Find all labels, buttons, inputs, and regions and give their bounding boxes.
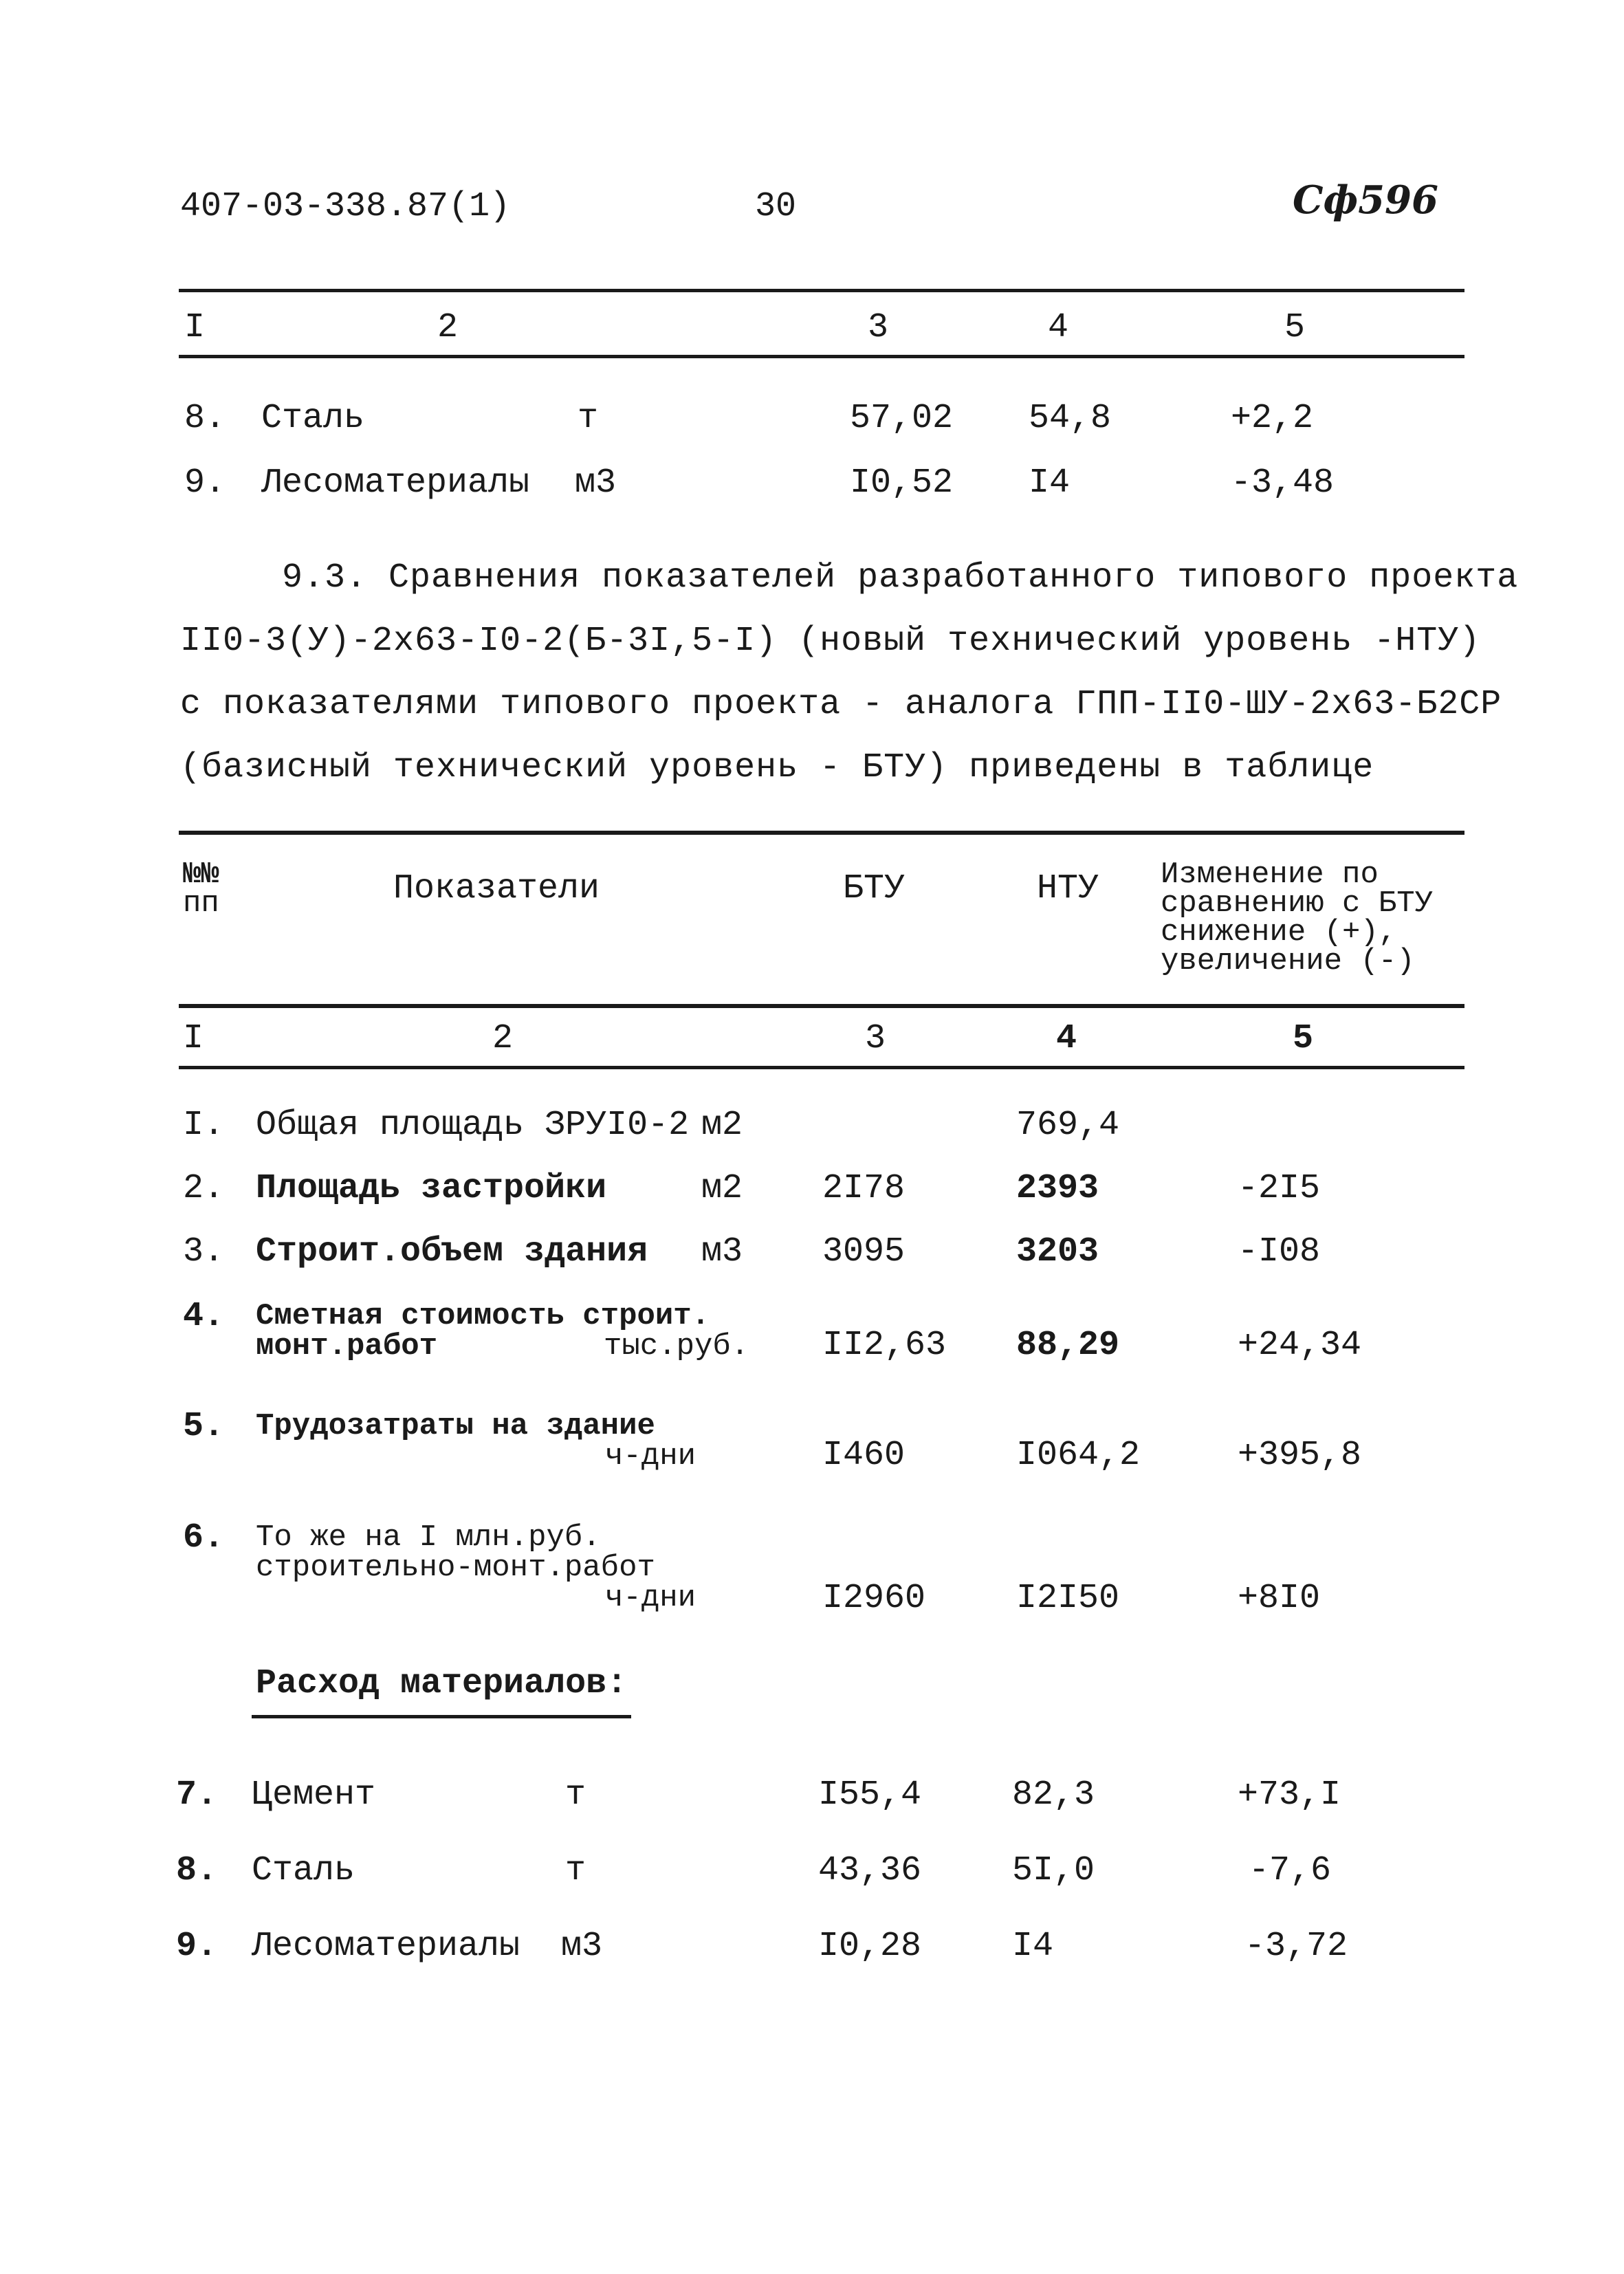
table1-col-3-header: 3 — [868, 308, 889, 347]
row-value-col5: -2I5 — [1238, 1169, 1321, 1208]
row-name-line-2: строительно-монт.работ — [256, 1551, 655, 1585]
table2-head-indicators: Показатели — [393, 869, 600, 908]
row-value-col3: I0,28 — [818, 1927, 922, 1966]
row-name-line-1: Трудозатраты на здание — [256, 1409, 655, 1443]
row-unit: м3 — [561, 1927, 603, 1966]
row-value-col4: 3203 — [1016, 1232, 1099, 1271]
row-name-line-1: То же на I млн.руб. — [256, 1520, 601, 1555]
row-number: 9. — [176, 1927, 218, 1966]
table2-col-3-header: 3 — [865, 1019, 886, 1058]
row-value-col4: 82,3 — [1012, 1775, 1095, 1815]
row-unit: т — [565, 1775, 586, 1815]
row-unit: т — [565, 1851, 586, 1890]
row-unit: м2 — [701, 1106, 743, 1145]
table1-header-rule — [179, 355, 1464, 358]
row-value-col4: 88,29 — [1016, 1326, 1120, 1365]
row-value-col5: +2,2 — [1231, 399, 1314, 438]
row-name-line-1: Сметная стоимость строит. — [256, 1299, 710, 1333]
row-name: Цемент — [252, 1775, 376, 1815]
table2-col-2-header: 2 — [492, 1019, 514, 1058]
row-name: Сталь — [261, 399, 365, 438]
row-value-col3: I460 — [822, 1436, 906, 1475]
row-name: Площадь застройки — [256, 1169, 607, 1208]
row-number: 6. — [183, 1518, 225, 1557]
row-number: 3. — [183, 1232, 225, 1271]
row-value-col4: 5I,0 — [1012, 1851, 1095, 1890]
row-name: Лесоматериалы — [261, 463, 530, 503]
paragraph-line-1: 9.3. Сравнения показателей разработанного типового проекта — [282, 558, 1519, 598]
row-value-col4: 769,4 — [1016, 1106, 1120, 1145]
row-value-col5: -3,48 — [1231, 463, 1335, 503]
row-value-col5: -3,72 — [1244, 1927, 1348, 1966]
row-unit: ч-дни — [605, 1439, 696, 1474]
table2-head-change-3: снижение (+), — [1161, 915, 1397, 950]
row-value-col5: +24,34 — [1238, 1326, 1362, 1365]
row-number: 8. — [176, 1851, 218, 1890]
row-unit: ч-дни — [605, 1581, 696, 1615]
row-value-col3: 57,02 — [850, 399, 954, 438]
row-name: Лесоматериалы — [252, 1927, 520, 1966]
table2-head-btu: БТУ — [843, 869, 906, 908]
row-number: I. — [183, 1106, 225, 1145]
row-unit: тыс.руб. — [604, 1329, 749, 1364]
table1-col-2-header: 2 — [437, 308, 459, 347]
table2-col-5-header: 5 — [1293, 1019, 1314, 1058]
table1-col-5-header: 5 — [1284, 308, 1306, 347]
paragraph-line-4: (базисный технический уровень - БТУ) приведены в таблице — [180, 748, 1374, 787]
table2-head-change-4: увеличение (-) — [1161, 944, 1415, 979]
table2-head-number-sub: пп — [183, 886, 219, 921]
row-number: 5. — [183, 1407, 225, 1446]
table1-col-1-header: I — [184, 308, 206, 347]
row-value-col5: +8I0 — [1238, 1579, 1321, 1618]
row-unit: м3 — [701, 1232, 743, 1271]
table2-head-rule — [179, 1004, 1464, 1008]
row-value-col4: I2I50 — [1016, 1579, 1120, 1618]
materials-heading: Расход материалов: — [256, 1664, 628, 1703]
page-number: 30 — [755, 187, 797, 226]
row-value-col5: -7,6 — [1249, 1851, 1332, 1890]
row-unit: м3 — [575, 463, 617, 503]
row-value-col3: I55,4 — [818, 1775, 922, 1815]
row-name: Общая площадь ЗРУI0-2 — [256, 1106, 690, 1145]
row-value-col3: II2,63 — [822, 1326, 947, 1365]
row-value-col3: 43,36 — [818, 1851, 922, 1890]
row-name: Сталь — [252, 1851, 355, 1890]
row-value-col5: +395,8 — [1238, 1436, 1362, 1475]
table2-col-1-header: I — [183, 1019, 204, 1058]
table2-col-4-header: 4 — [1056, 1019, 1077, 1058]
row-unit: м2 — [701, 1169, 743, 1208]
row-value-col3: I2960 — [822, 1579, 926, 1618]
row-value-col5: +73,I — [1238, 1775, 1341, 1815]
row-value-col4: I4 — [1029, 463, 1071, 503]
paragraph-line-2: II0-3(У)-2х63-I0-2(Б-3I,5-I) (новый технический уровень -НТУ) — [180, 622, 1481, 661]
row-value-col3: I0,52 — [850, 463, 954, 503]
table2-top-rule — [179, 831, 1464, 835]
row-number: 7. — [176, 1775, 218, 1815]
row-number: 2. — [183, 1169, 225, 1208]
row-value-col4: 2393 — [1016, 1169, 1099, 1208]
row-name: Строит.объем здания — [256, 1232, 648, 1271]
row-value-col3: 2I78 — [822, 1169, 906, 1208]
table1-top-rule — [179, 289, 1464, 292]
row-value-col5: -I08 — [1238, 1232, 1321, 1271]
row-number: 4. — [183, 1297, 225, 1336]
table2-head-change-2: сравнению с БТУ — [1161, 886, 1434, 921]
row-value-col4: I4 — [1012, 1927, 1054, 1966]
table1-col-4-header: 4 — [1048, 308, 1069, 347]
document-number: 407-03-338.87(1) — [180, 187, 511, 226]
row-value-col4: I064,2 — [1016, 1436, 1141, 1475]
row-number: 9. — [184, 463, 226, 503]
table2-head-ntu: НТУ — [1037, 869, 1099, 908]
handwritten-stamp: Сф596 — [1293, 177, 1438, 223]
table2-head-change-1: Изменение по — [1161, 857, 1379, 892]
materials-heading-underline — [252, 1715, 631, 1718]
table2-head-number: №№ — [183, 857, 219, 892]
row-value-col4: 54,8 — [1029, 399, 1112, 438]
paragraph-line-3: с показателями типового проекта - аналога ГПП-II0-ШУ-2х63-Б2СР — [180, 685, 1502, 724]
row-value-col3: 3095 — [822, 1232, 906, 1271]
row-number: 8. — [184, 399, 226, 438]
row-name-line-2: монт.работ — [256, 1329, 438, 1364]
row-unit: т — [578, 399, 599, 438]
table2-columns-rule — [179, 1066, 1464, 1069]
